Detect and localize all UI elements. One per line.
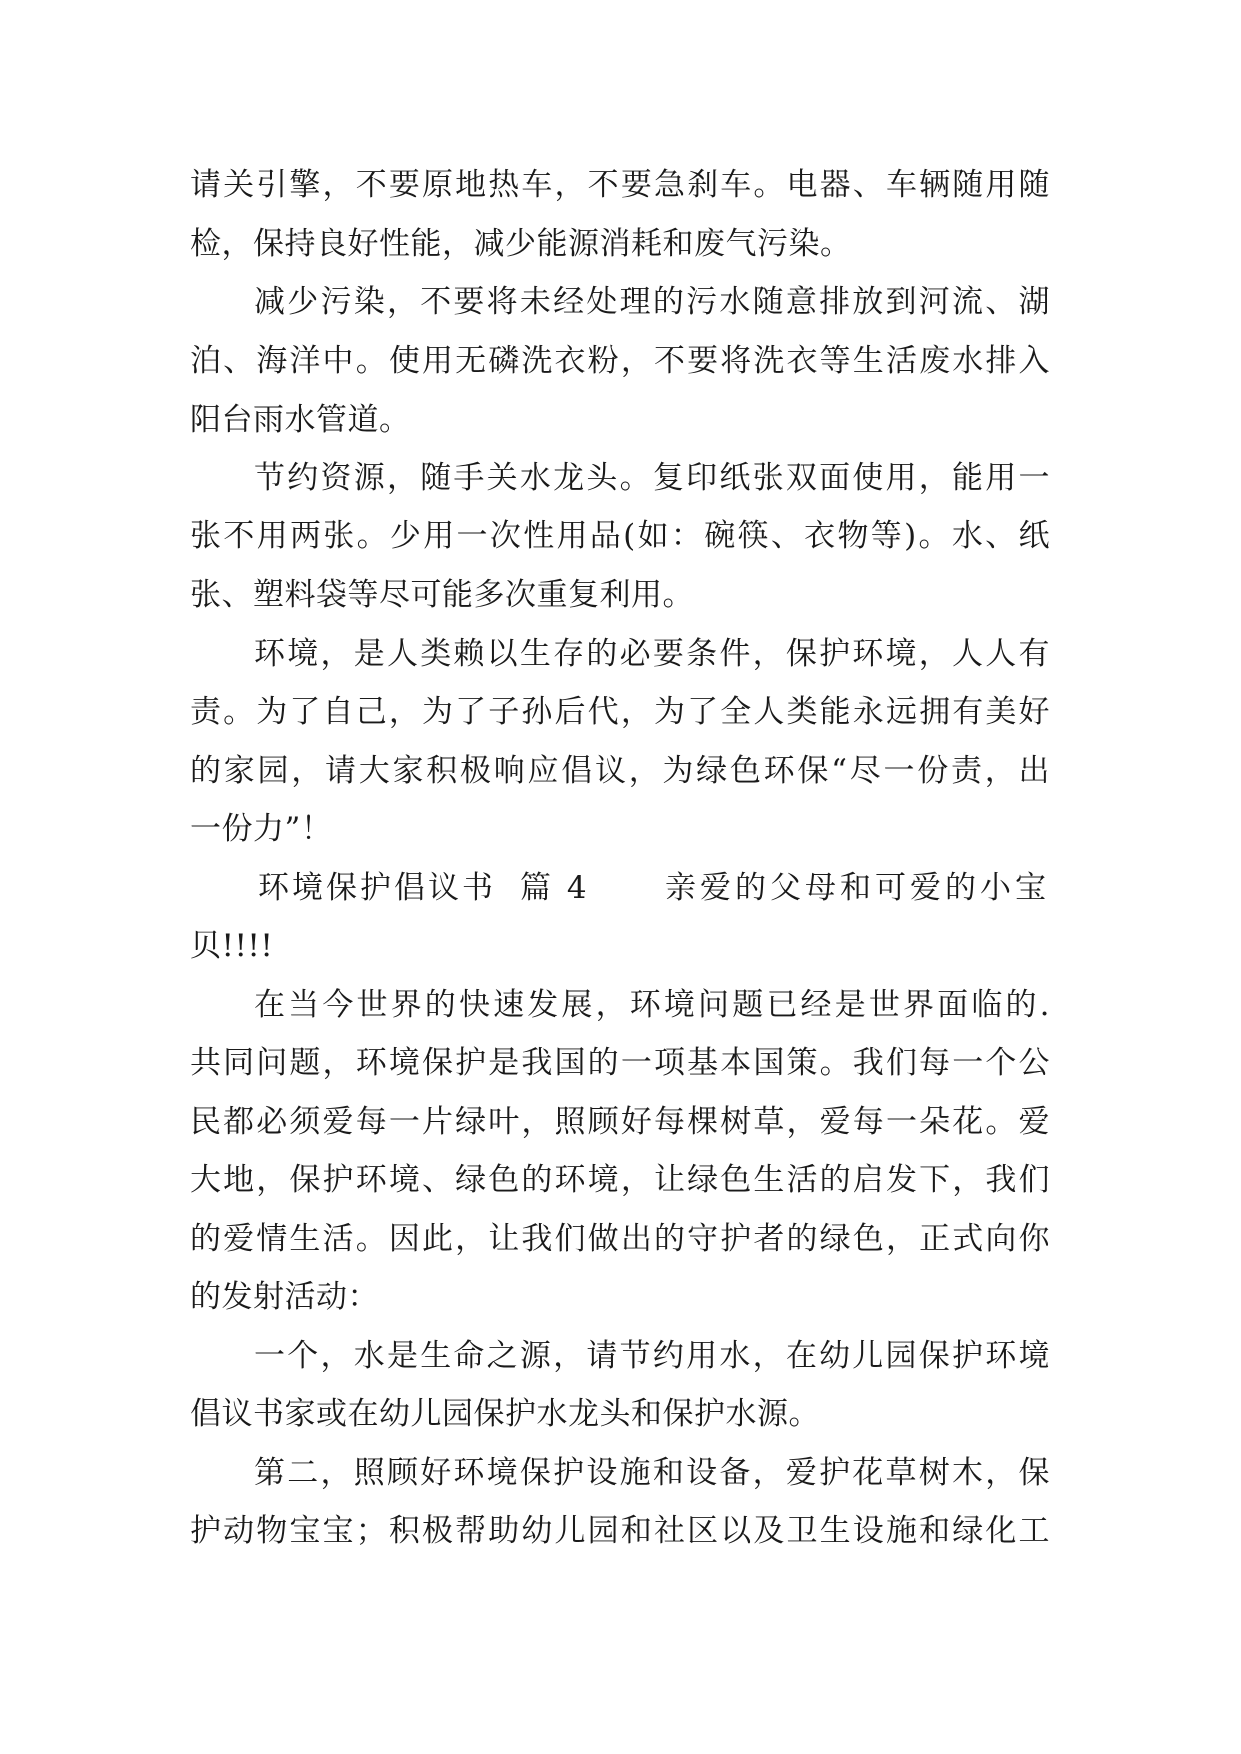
text-line: 一份力”！ bbox=[190, 811, 333, 847]
section-heading bbox=[258, 858, 1050, 918]
paragraph-first-line: 环境，是人类赖以生存的必要条件，保护环境，人人有 bbox=[254, 636, 1050, 672]
text-line: 大地，保护环境、绿色的环境，让绿色生活的启发下，我们 bbox=[190, 1162, 1050, 1198]
text-line: 民都必须爱每一片绿叶，照顾好每棵树草，爱每一朵花。爱 bbox=[190, 1104, 1050, 1140]
paragraph-first-line: 一个，水是生命之源，请节约用水，在幼儿园保护环境 bbox=[254, 1338, 1050, 1374]
text-line: 张不用两张。少用一次性用品(如：碗筷、衣物等)。水、纸 bbox=[190, 518, 1050, 554]
paragraph-first-line: 在当今世界的快速发展，环境问题已经是世界面临的. bbox=[254, 987, 1050, 1023]
text-line: 倡议书家或在幼儿园保护水龙头和保护水源。 bbox=[190, 1396, 820, 1432]
paragraph-first-line: 第二，照顾好环境保护设施和设备，爱护花草树木，保 bbox=[254, 1455, 1050, 1491]
text-line: 的发射活动： bbox=[190, 1279, 379, 1315]
text-line: 护动物宝宝；积极帮助幼儿园和社区以及卫生设施和绿化工 bbox=[190, 1513, 1050, 1549]
text-line: 贝!!!! bbox=[190, 928, 274, 964]
paragraph-first-line: 节约资源，随手关水龙头。复印纸张双面使用，能用一 bbox=[254, 460, 1050, 496]
text-line: 泊、海洋中。使用无磷洗衣粉，不要将洗衣等生活废水排入 bbox=[190, 343, 1050, 379]
text-line: 请关引擎，不要原地热车，不要急刹车。电器、车辆随用随 bbox=[190, 167, 1050, 203]
text-line: 阳台雨水管道。 bbox=[190, 402, 411, 438]
text-line: 的爱情生活。因此，让我们做出的守护者的绿色，正式向你 bbox=[190, 1221, 1050, 1257]
heading-number: 篇 4 bbox=[520, 870, 590, 906]
paragraph-first-line: 减少污染，不要将未经处理的污水随意排放到河流、湖 bbox=[254, 284, 1050, 320]
text-line: 共同问题，环境保护是我国的一项基本国策。我们每一个公 bbox=[190, 1045, 1050, 1081]
text-line: 的家园，请大家积极响应倡议，为绿色环保“尽一份责，出 bbox=[190, 753, 1050, 789]
text-line: 责。为了自己，为了子孙后代，为了全人类能永远拥有美好 bbox=[190, 694, 1050, 730]
text-line: 张、塑料袋等尽可能多次重复利用。 bbox=[190, 577, 694, 613]
heading-title: 环境保护倡议书 bbox=[258, 870, 496, 906]
text-line: 检，保持良好性能，减少能源消耗和废气污染。 bbox=[190, 226, 852, 262]
greeting-text: 亲爱的父母和可爱的小宝 bbox=[665, 870, 1050, 906]
